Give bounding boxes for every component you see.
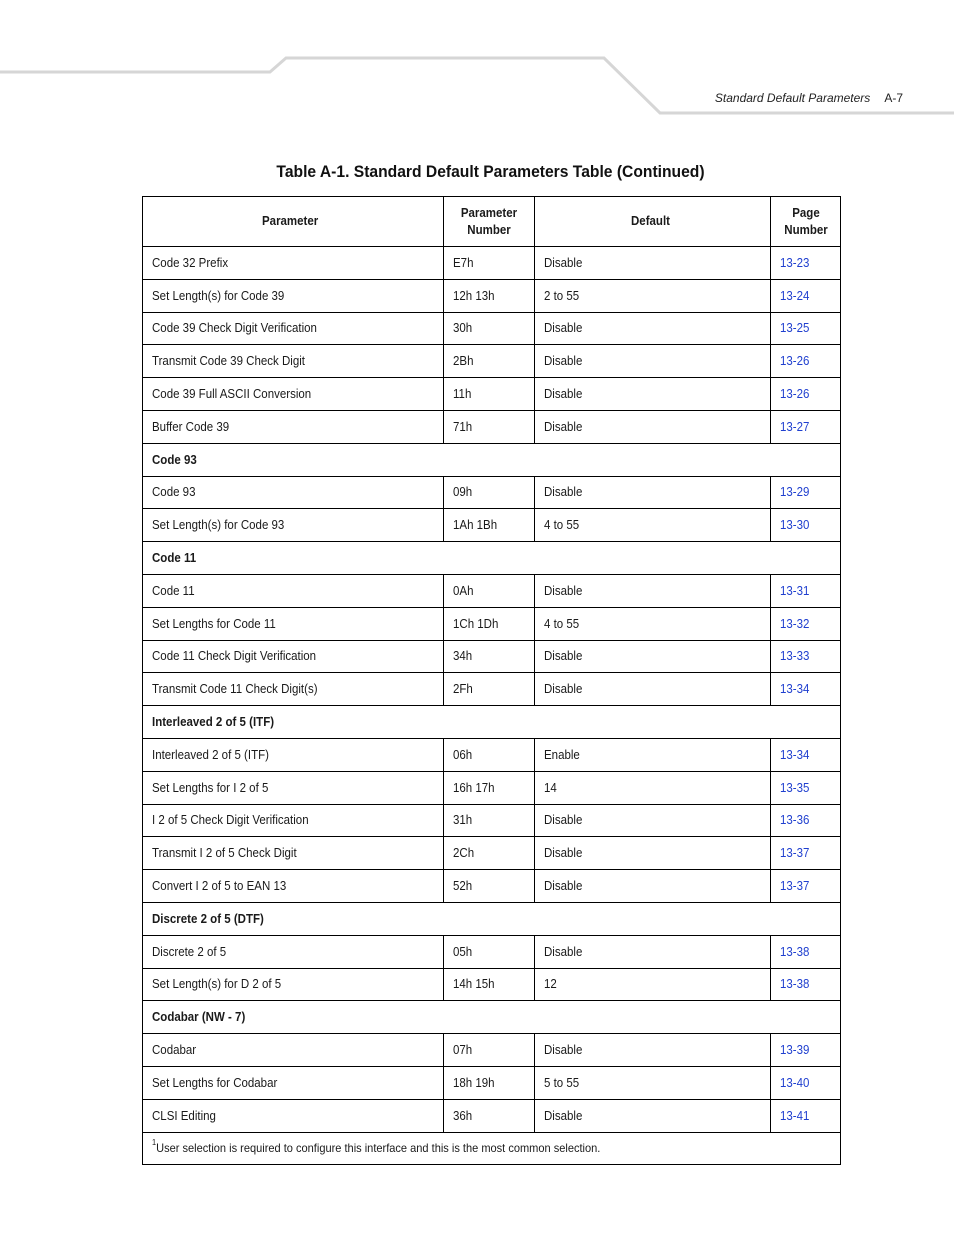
default-value-cell: Disable bbox=[535, 574, 771, 607]
parameter-name-cell: Code 11 bbox=[143, 574, 444, 607]
table-header-row bbox=[143, 197, 841, 247]
table-row bbox=[143, 345, 841, 378]
page-link-cell bbox=[771, 607, 841, 640]
parameter-number-cell: 2Ch bbox=[444, 837, 535, 870]
table-body bbox=[143, 247, 841, 1133]
default-value-cell: Disable bbox=[535, 247, 771, 280]
default-value-cell: Enable bbox=[535, 738, 771, 771]
default-value-cell: 5 to 55 bbox=[535, 1066, 771, 1099]
table-row bbox=[143, 312, 841, 345]
parameter-name-cell: Code 39 Full ASCII Conversion bbox=[143, 378, 444, 411]
default-value-cell: Disable bbox=[535, 804, 771, 837]
parameter-name-cell: Set Lengths for Codabar bbox=[143, 1066, 444, 1099]
parameter-number-cell: 34h bbox=[444, 640, 535, 673]
table-row bbox=[143, 607, 841, 640]
parameter-name-cell: Transmit I 2 of 5 Check Digit bbox=[143, 837, 444, 870]
section-row bbox=[143, 902, 841, 935]
running-head bbox=[715, 91, 903, 105]
parameter-name-cell: Transmit Code 39 Check Digit bbox=[143, 345, 444, 378]
parameter-number-cell: 2Fh bbox=[444, 673, 535, 706]
parameter-number-cell: 09h bbox=[444, 476, 535, 509]
page-link[interactable]: 13-24 bbox=[780, 288, 810, 303]
column-header-parameter-number: Parameter Number bbox=[444, 197, 535, 247]
page-link-cell bbox=[771, 509, 841, 542]
table-row bbox=[143, 804, 841, 837]
parameter-name-cell: Code 32 Prefix bbox=[143, 247, 444, 280]
parameter-name-cell: Set Lengths for Code 11 bbox=[143, 607, 444, 640]
default-value-cell: 2 to 55 bbox=[535, 279, 771, 312]
parameter-name-cell: Buffer Code 39 bbox=[143, 410, 444, 443]
page-link-cell bbox=[771, 771, 841, 804]
table-row bbox=[143, 870, 841, 903]
table-row bbox=[143, 1066, 841, 1099]
page-link-cell bbox=[771, 247, 841, 280]
parameters-table bbox=[142, 196, 841, 1165]
page-link-cell bbox=[771, 968, 841, 1001]
footnote-text: User selection is required to configure this interface and this is the most common selection. bbox=[156, 1141, 601, 1156]
parameter-name-cell: Set Length(s) for Code 93 bbox=[143, 509, 444, 542]
table-row bbox=[143, 378, 841, 411]
column-header-parameter: Parameter bbox=[143, 197, 444, 247]
default-value-cell: Disable bbox=[535, 410, 771, 443]
parameter-name-cell: CLSI Editing bbox=[143, 1099, 444, 1132]
parameter-number-cell: 36h bbox=[444, 1099, 535, 1132]
page-link[interactable]: 13-29 bbox=[780, 485, 810, 500]
table-row bbox=[143, 509, 841, 542]
parameter-number-cell: 11h bbox=[444, 378, 535, 411]
page-link[interactable]: 13-34 bbox=[780, 682, 810, 697]
section-row bbox=[143, 706, 841, 739]
page-link-cell bbox=[771, 410, 841, 443]
parameter-number-cell: 07h bbox=[444, 1034, 535, 1067]
page-link-cell bbox=[771, 1066, 841, 1099]
section-row bbox=[143, 443, 841, 476]
footnote-marker: 1 bbox=[152, 1138, 157, 1148]
parameter-number-cell: 52h bbox=[444, 870, 535, 903]
page-link-cell bbox=[771, 476, 841, 509]
page-link-cell bbox=[771, 345, 841, 378]
table-row bbox=[143, 247, 841, 280]
column-header-default: Default bbox=[535, 197, 771, 247]
page-link[interactable]: 13-31 bbox=[780, 583, 810, 598]
default-value-cell: Disable bbox=[535, 476, 771, 509]
section-title: Standard Default Parameters bbox=[714, 91, 871, 105]
page-link[interactable]: 13-36 bbox=[780, 813, 810, 828]
parameter-name-cell: Transmit Code 11 Check Digit(s) bbox=[143, 673, 444, 706]
parameter-number-cell: 30h bbox=[444, 312, 535, 345]
page-link-cell bbox=[771, 673, 841, 706]
parameter-number-cell: 06h bbox=[444, 738, 535, 771]
page-link[interactable]: 13-38 bbox=[780, 977, 810, 992]
section-heading: Code 11 bbox=[143, 542, 841, 575]
default-value-cell: Disable bbox=[535, 345, 771, 378]
default-value-cell: Disable bbox=[535, 935, 771, 968]
table-row bbox=[143, 1034, 841, 1067]
column-header-page-number: Page Number bbox=[771, 197, 841, 247]
page-link[interactable]: 13-33 bbox=[780, 649, 810, 664]
parameter-name-cell: Code 39 Check Digit Verification bbox=[143, 312, 444, 345]
table-title: Table A-1. Standard Default Parameters Table (Continued) bbox=[276, 162, 705, 181]
default-value-cell: 4 to 55 bbox=[535, 509, 771, 542]
default-value-cell: Disable bbox=[535, 378, 771, 411]
parameter-number-cell: 0Ah bbox=[444, 574, 535, 607]
parameter-number-cell: 18h 19h bbox=[444, 1066, 535, 1099]
page-link-cell bbox=[771, 378, 841, 411]
page-number: A-7 bbox=[884, 91, 903, 105]
table-row bbox=[143, 837, 841, 870]
page-link[interactable]: 13-41 bbox=[780, 1108, 810, 1123]
page-link-cell bbox=[771, 837, 841, 870]
page-link-cell bbox=[771, 312, 841, 345]
table-row bbox=[143, 574, 841, 607]
page-link-cell bbox=[771, 574, 841, 607]
page-link[interactable]: 13-37 bbox=[780, 879, 810, 894]
parameter-number-cell: 31h bbox=[444, 804, 535, 837]
table-row bbox=[143, 935, 841, 968]
page-link[interactable]: 13-39 bbox=[780, 1043, 810, 1058]
section-row bbox=[143, 542, 841, 575]
parameter-name-cell: Code 11 Check Digit Verification bbox=[143, 640, 444, 673]
parameter-name-cell: Code 93 bbox=[143, 476, 444, 509]
default-value-cell: Disable bbox=[535, 1034, 771, 1067]
page-link-cell bbox=[771, 870, 841, 903]
page-link[interactable]: 13-25 bbox=[780, 321, 810, 336]
section-row bbox=[143, 1001, 841, 1034]
table-row bbox=[143, 968, 841, 1001]
table-row bbox=[143, 410, 841, 443]
footnote bbox=[143, 1132, 841, 1165]
parameter-name-cell: Discrete 2 of 5 bbox=[143, 935, 444, 968]
parameter-name-cell: Set Length(s) for D 2 of 5 bbox=[143, 968, 444, 1001]
page-link[interactable]: 13-34 bbox=[780, 747, 810, 762]
section-heading: Codabar (NW - 7) bbox=[143, 1001, 841, 1034]
parameter-number-cell: 71h bbox=[444, 410, 535, 443]
page-link[interactable]: 13-37 bbox=[780, 846, 810, 861]
default-value-cell: 4 to 55 bbox=[535, 607, 771, 640]
page-link[interactable]: 13-32 bbox=[780, 616, 810, 631]
table-row bbox=[143, 673, 841, 706]
page-link[interactable]: 13-27 bbox=[780, 419, 810, 434]
page-link[interactable]: 13-38 bbox=[780, 944, 810, 959]
default-value-cell: Disable bbox=[535, 673, 771, 706]
page-link-cell bbox=[771, 738, 841, 771]
table-row bbox=[143, 279, 841, 312]
default-value-cell: Disable bbox=[535, 837, 771, 870]
parameter-number-cell: 16h 17h bbox=[444, 771, 535, 804]
parameter-name-cell: I 2 of 5 Check Digit Verification bbox=[143, 804, 444, 837]
page-link-cell bbox=[771, 935, 841, 968]
default-value-cell: Disable bbox=[535, 1099, 771, 1132]
table-row bbox=[143, 1099, 841, 1132]
table-row bbox=[143, 738, 841, 771]
parameter-name-cell: Convert I 2 of 5 to EAN 13 bbox=[143, 870, 444, 903]
parameter-name-cell: Set Lengths for I 2 of 5 bbox=[143, 771, 444, 804]
default-value-cell: Disable bbox=[535, 870, 771, 903]
page-link-cell bbox=[771, 804, 841, 837]
default-value-cell: Disable bbox=[535, 640, 771, 673]
page-link-cell bbox=[771, 640, 841, 673]
default-value-cell: 14 bbox=[535, 771, 771, 804]
page-link[interactable]: 13-23 bbox=[780, 255, 810, 270]
page-link-cell bbox=[771, 1099, 841, 1132]
parameter-name-cell: Set Length(s) for Code 39 bbox=[143, 279, 444, 312]
page-link[interactable]: 13-35 bbox=[780, 780, 810, 795]
page-link-cell bbox=[771, 1034, 841, 1067]
page-link[interactable]: 13-26 bbox=[780, 387, 810, 402]
default-value-cell: 12 bbox=[535, 968, 771, 1001]
section-heading: Interleaved 2 of 5 (ITF) bbox=[143, 706, 841, 739]
table-row bbox=[143, 640, 841, 673]
section-heading: Code 93 bbox=[143, 443, 841, 476]
table-row bbox=[143, 476, 841, 509]
parameter-number-cell: E7h bbox=[444, 247, 535, 280]
parameter-number-cell: 1Ch 1Dh bbox=[444, 607, 535, 640]
default-value-cell: Disable bbox=[535, 312, 771, 345]
page-link-cell bbox=[771, 279, 841, 312]
parameter-number-cell: 12h 13h bbox=[444, 279, 535, 312]
parameter-number-cell: 05h bbox=[444, 935, 535, 968]
parameter-name-cell: Interleaved 2 of 5 (ITF) bbox=[143, 738, 444, 771]
footnote-row bbox=[143, 1132, 841, 1165]
parameter-name-cell: Codabar bbox=[143, 1034, 444, 1067]
section-heading: Discrete 2 of 5 (DTF) bbox=[143, 902, 841, 935]
table-row bbox=[143, 771, 841, 804]
page-link[interactable]: 13-30 bbox=[780, 518, 810, 533]
parameter-number-cell: 1Ah 1Bh bbox=[444, 509, 535, 542]
parameter-number-cell: 2Bh bbox=[444, 345, 535, 378]
parameter-number-cell: 14h 15h bbox=[444, 968, 535, 1001]
page-link[interactable]: 13-40 bbox=[780, 1075, 810, 1090]
page-link[interactable]: 13-26 bbox=[780, 354, 810, 369]
